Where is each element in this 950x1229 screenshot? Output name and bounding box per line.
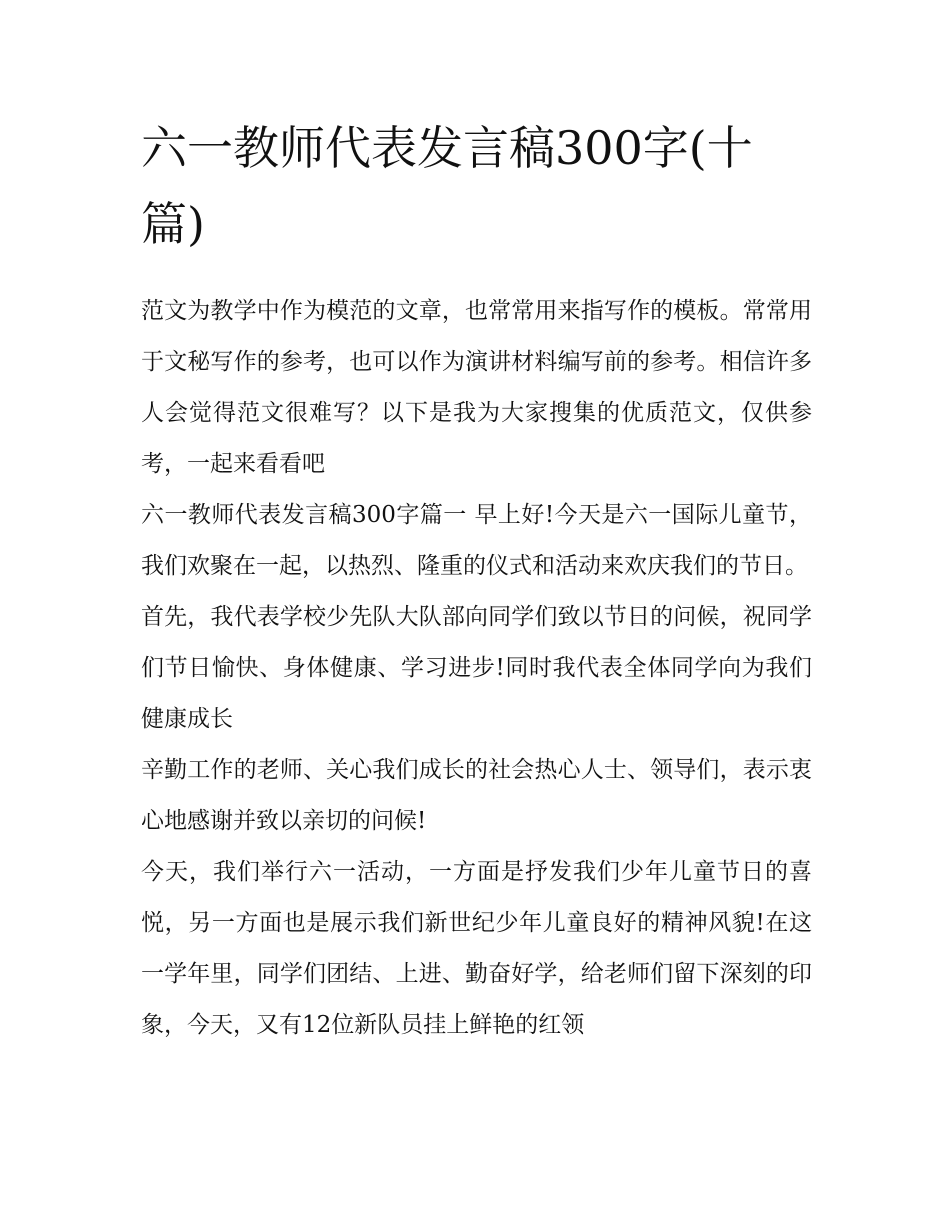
paragraph-thanks: 辛勤工作的老师、关心我们成长的社会热心人士、领导们，表示衷心地感谢并致以亲切的问候! xyxy=(141,757,812,834)
paragraph-greeting: 六一教师代表发言稿300字篇一 早上好!今天是六一国际儿童节，我们欢聚在一起，以热烈、隆重的仪式和活动来欢庆我们的节日。 xyxy=(141,502,812,579)
paragraph-greetings-to-students: 首先，我代表学校少先队大队部向同学们致以节日的问候，祝同学们节日愉快、身体健康、学习进步!同时我代表全体同学向为我们健康成长 xyxy=(141,604,812,732)
paragraph-activity: 今天，我们举行六一活动，一方面是抒发我们少年儿童节日的喜悦，另一方面也是展示我们新世纪少年儿童良好的精神风貌!在这一学年里，同学们团结、上进、勤奋好学，给老师们留下深刻的印象，今天，又有12位新队员挂上鲜艳的红领 xyxy=(141,859,812,1038)
paragraph-intro: 范文为教学中作为模范的文章，也常常用来指写作的模板。常常用于文秘写作的参考，也可以作为演讲材料编写前的参考。相信许多人会觉得范文很难写？以下是我为大家搜集的优质范文，仅供参考，一起来看看吧 xyxy=(141,298,812,477)
document-title: 六一教师代表发言稿300字(十篇) xyxy=(141,121,753,251)
